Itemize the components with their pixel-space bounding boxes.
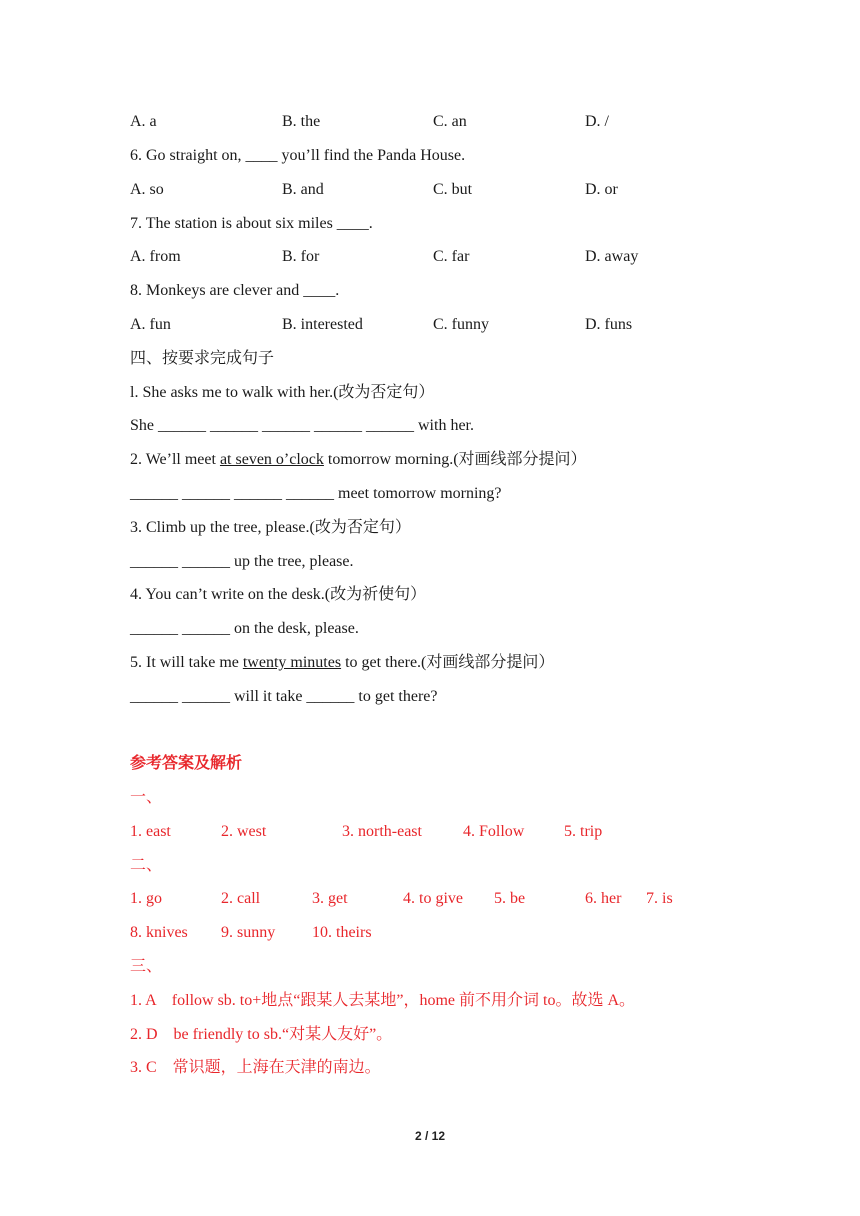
s2-answer-line: ______ ______ ______ ______ meet tomorrow morning? bbox=[130, 485, 502, 502]
answer-item: 3. north-east bbox=[342, 823, 422, 840]
s5-underlined: twenty minutes bbox=[242, 654, 342, 671]
q8-stem: 8. Monkeys are clever and ____. bbox=[130, 282, 340, 299]
answer-item: 4. Follow bbox=[463, 823, 525, 840]
answer-explanation: 3. C 常识题，上海在天津的南边。 bbox=[130, 1059, 381, 1076]
answer-explanation: 2. D be friendly to sb.“对某人友好”。 bbox=[130, 1026, 393, 1043]
answers-title: 参考答案及解析 bbox=[130, 755, 243, 772]
answer-item: 1. east bbox=[130, 823, 171, 840]
q7-stem: 7. The station is about six miles ____. bbox=[130, 215, 373, 232]
option-c: C. but bbox=[433, 181, 473, 198]
s2-post: tomorrow morning.(对画线部分提问） bbox=[323, 451, 587, 468]
option-c: C. an bbox=[433, 113, 467, 130]
page-number: 2 / 12 bbox=[414, 1129, 446, 1143]
option-d: D. / bbox=[585, 113, 609, 130]
option-a: A. from bbox=[130, 248, 181, 265]
answer-item: 2. west bbox=[221, 823, 267, 840]
s3-question: 3. Climb up the tree, please.(改为否定句） bbox=[130, 519, 411, 536]
answers-part1-label: 一、 bbox=[130, 789, 163, 806]
option-b: B. interested bbox=[282, 316, 363, 333]
s1-question: l. She asks me to walk with her.(改为否定句） bbox=[130, 384, 435, 401]
s1-answer-line: She ______ ______ ______ ______ ______ with her. bbox=[130, 417, 474, 434]
answer-item: 8. knives bbox=[130, 924, 188, 941]
answer-item: 5. be bbox=[494, 890, 526, 907]
s4-question: 4. You can’t write on the desk.(改为祈使句） bbox=[130, 586, 427, 603]
answer-item: 6. her bbox=[585, 890, 622, 907]
option-d: D. funs bbox=[585, 316, 633, 333]
section4-heading: 四、按要求完成句子 bbox=[130, 350, 275, 367]
option-a: A. a bbox=[130, 113, 157, 130]
option-a: A. fun bbox=[130, 316, 171, 333]
option-b: B. for bbox=[282, 248, 320, 265]
s4-answer-line: ______ ______ on the desk, please. bbox=[130, 620, 359, 637]
answer-item: 4. to give bbox=[403, 890, 463, 907]
answer-item: 10. theirs bbox=[312, 924, 372, 941]
q6-stem: 6. Go straight on, ____ you’ll find the Panda House. bbox=[130, 147, 466, 164]
option-c: C. far bbox=[433, 248, 470, 265]
answer-item: 5. trip bbox=[564, 823, 603, 840]
option-b: B. and bbox=[282, 181, 324, 198]
option-a: A. so bbox=[130, 181, 164, 198]
answer-explanation: 1. A follow sb. to+地点“跟某人去某地”，home 前不用介词 to。故选 A。 bbox=[130, 992, 636, 1009]
s2-underlined: at seven o’clock bbox=[219, 451, 324, 468]
s5-answer-line: ______ ______ will it take ______ to get there? bbox=[130, 688, 438, 705]
s5-pre: 5. It will take me bbox=[130, 654, 243, 671]
answer-item: 3. get bbox=[312, 890, 348, 907]
s2-pre: 2. We’ll meet bbox=[130, 451, 220, 468]
s3-answer-line: ______ ______ up the tree, please. bbox=[130, 553, 354, 570]
answers-part2-label: 二、 bbox=[130, 857, 163, 874]
option-d: D. away bbox=[585, 248, 639, 265]
s5-post: to get there.(对画线部分提问） bbox=[341, 654, 555, 671]
option-d: D. or bbox=[585, 181, 618, 198]
answer-item: 2. call bbox=[221, 890, 261, 907]
answer-item: 1. go bbox=[130, 890, 162, 907]
s2-question bbox=[130, 450, 587, 470]
answers-part3-label: 三、 bbox=[130, 958, 163, 975]
option-c: C. funny bbox=[433, 316, 489, 333]
answer-item: 9. sunny bbox=[221, 924, 276, 941]
answer-item: 7. is bbox=[646, 890, 673, 907]
option-b: B. the bbox=[282, 113, 321, 130]
s5-question bbox=[130, 653, 554, 673]
